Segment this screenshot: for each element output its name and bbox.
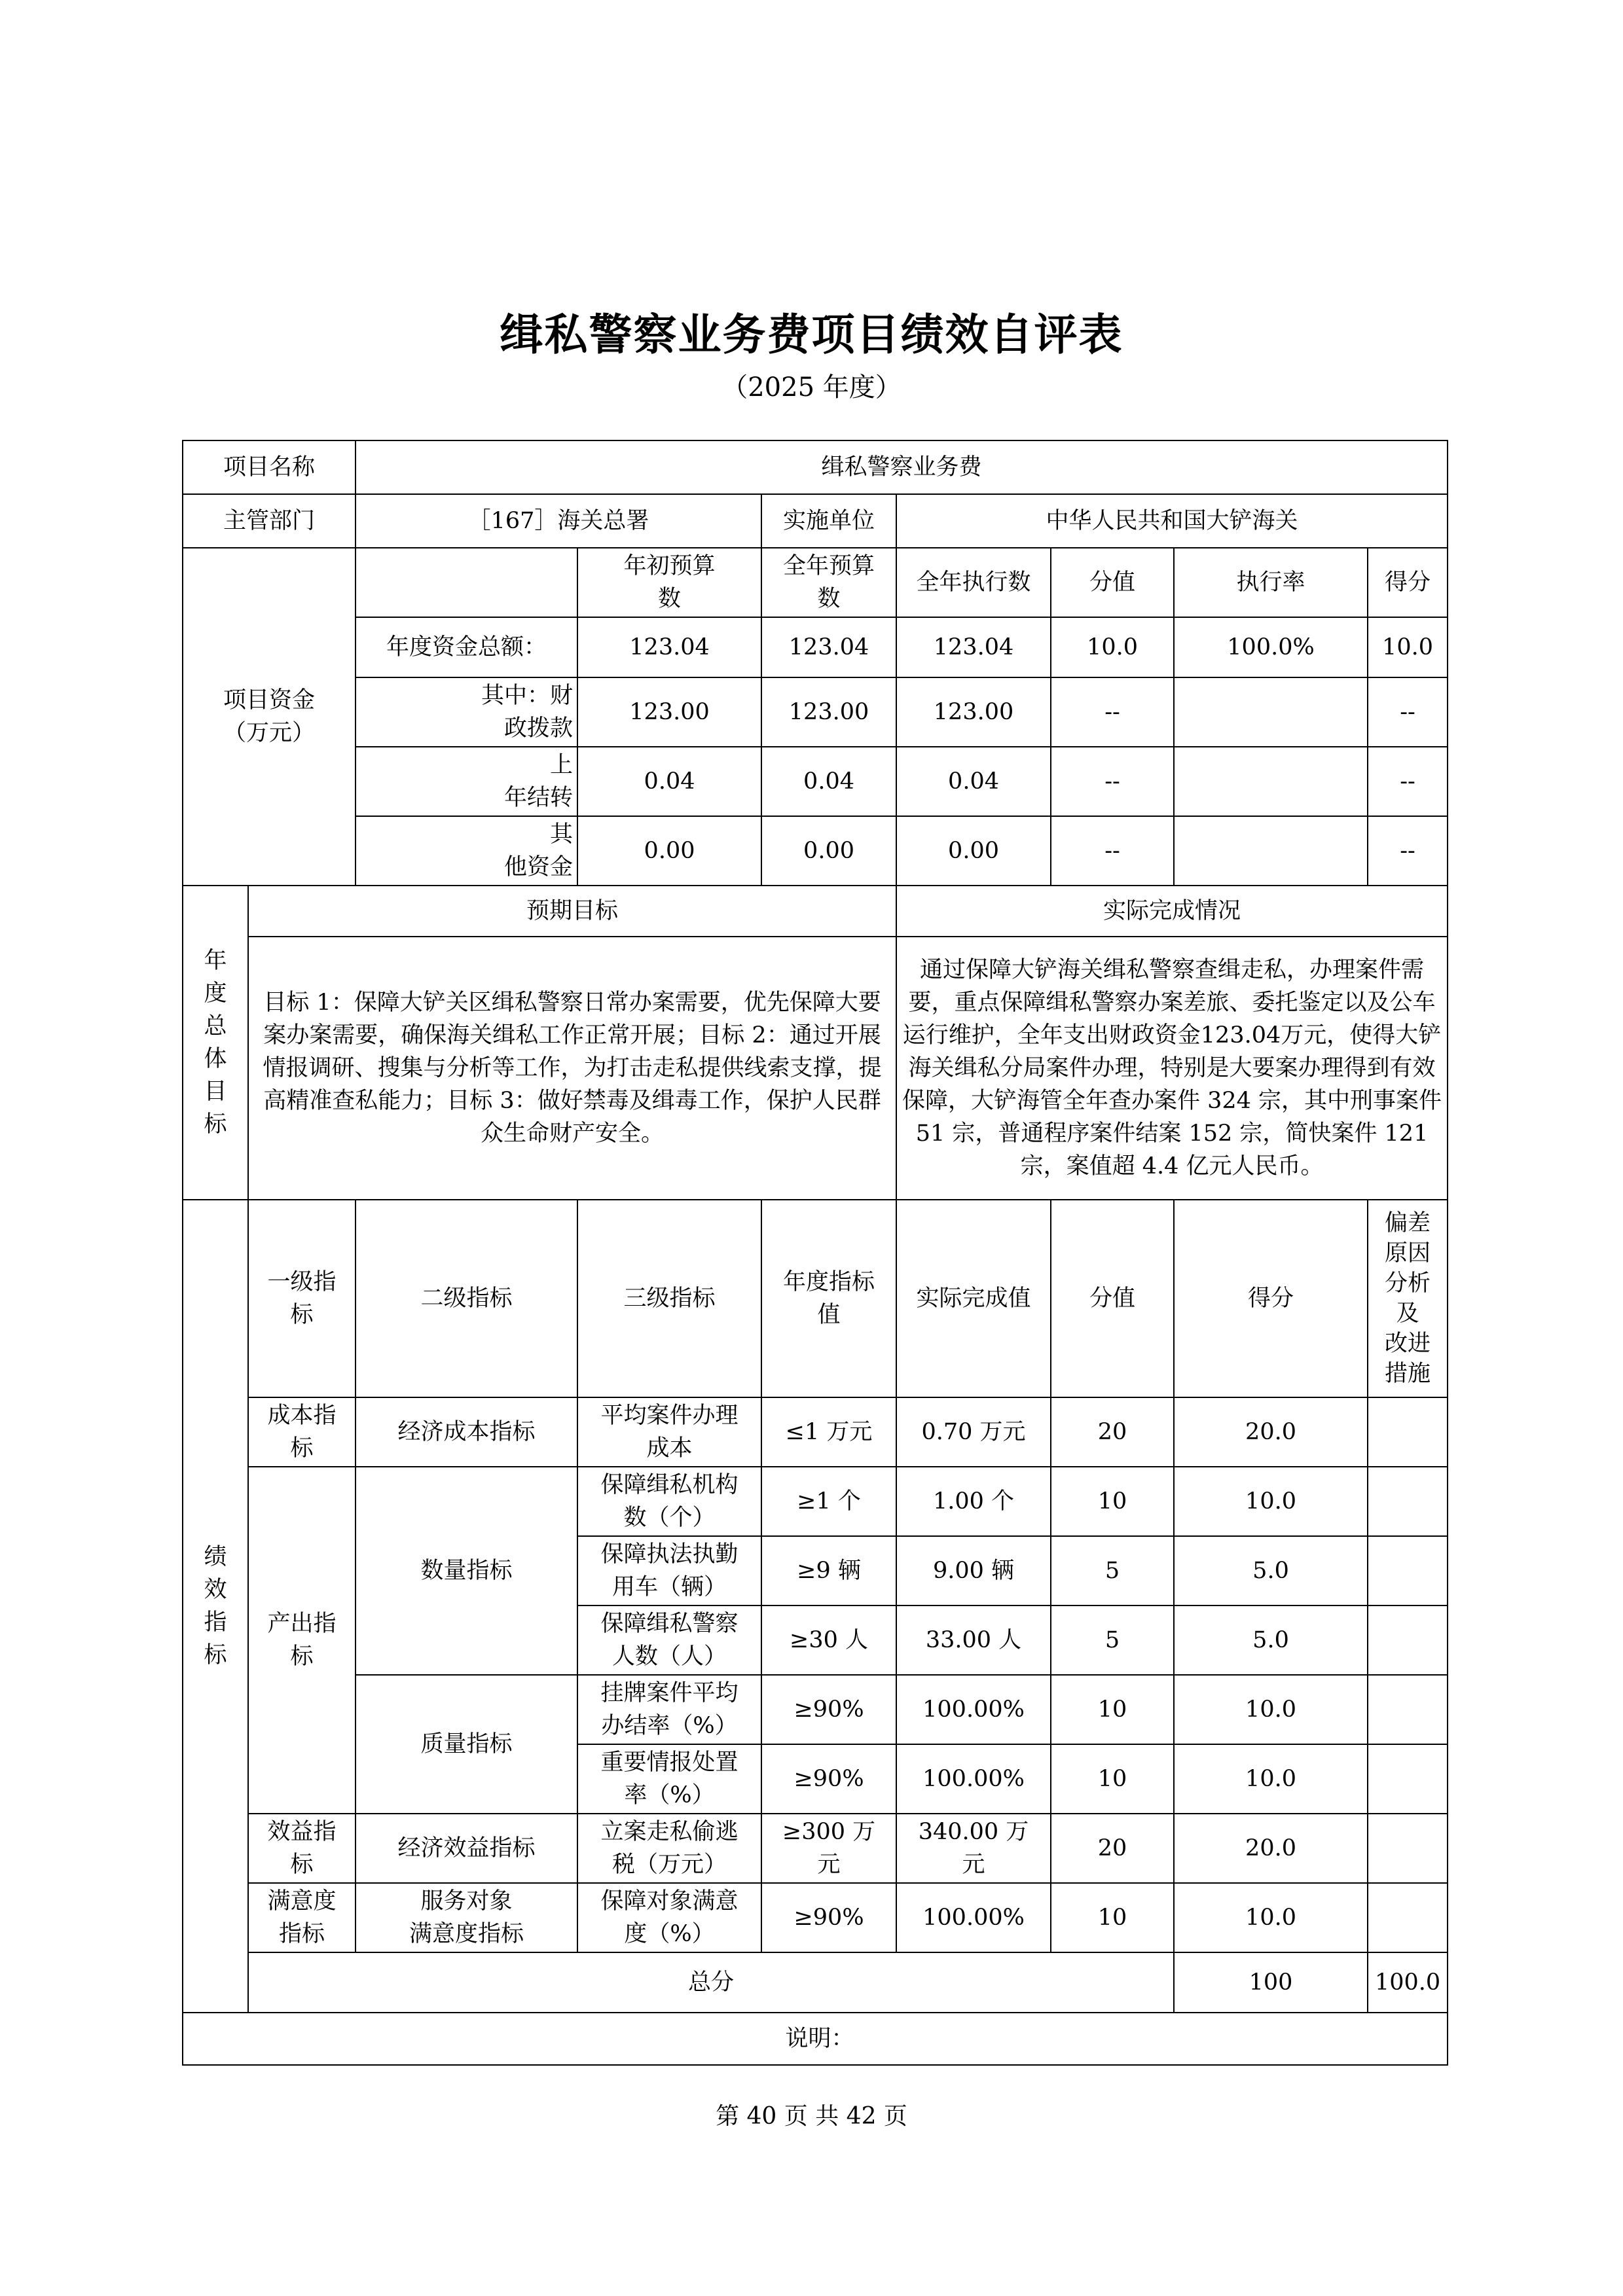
ind-row-score-value: 5: [1051, 1536, 1174, 1605]
funds-row-rate: [1174, 747, 1368, 816]
ind-header-score: 得分: [1174, 1200, 1368, 1397]
goals-expected-text: 目标 1：保障大铲关区缉私警察日常办案需要，优先保障大要案办案需要，确保海关缉私工作正常开展；目标 2：通过开展情报调研、搜集与分析等工作，为打击走私提供线索支撑，提高精准查私能力；目标 3：做好禁毒及缉毒工作，保护人民群众生命财产安全。: [248, 937, 896, 1200]
ind-row-target: ≥90%: [761, 1883, 896, 1952]
ind-row-deviation: [1368, 1883, 1448, 1952]
funds-row-annual: 123.00: [761, 677, 896, 747]
funds-header-score-value: 分值: [1051, 548, 1174, 617]
funds-row-score: --: [1368, 677, 1448, 747]
funds-row-annual: 0.00: [761, 816, 896, 886]
ind-row-score: 5.0: [1174, 1536, 1368, 1605]
goals-actual-text: 通过保障大铲海关缉私警察查缉走私，办理案件需要，重点保障缉私警察办案差旅、委托鉴定以及公车运行维护，全年支出财政资金123.04万元，使得大铲海关缉私分局案件办理，特别是大要案办理得到有效保障，大铲海管全年查办案件 324 宗，其中刑事案件 51 宗，普通程序案件结案 152 宗，简快案件 121 宗，案值超 4.4 亿元人民币。: [896, 937, 1448, 1200]
project-name-label: 项目名称: [183, 440, 356, 494]
ind-header-level2: 二级指标: [356, 1200, 577, 1397]
funds-row-label: 其 他资金: [356, 816, 577, 886]
funds-row-executed: 0.04: [896, 747, 1051, 816]
ind-header-score-value: 分值: [1051, 1200, 1174, 1397]
ind-row-deviation: [1368, 1467, 1448, 1536]
ind-row-actual: 100.00%: [896, 1675, 1051, 1744]
unit-label: 实施单位: [761, 494, 896, 548]
ind-row-name: 立案走私偷逃 税（万元）: [577, 1814, 761, 1883]
funds-row-score: 10.0: [1368, 617, 1448, 677]
ind-level1-cost: 成本指 标: [248, 1397, 356, 1467]
dept-value: ［167］海关总署: [356, 494, 761, 548]
funds-row-score-value: 10.0: [1051, 617, 1174, 677]
ind-row-deviation: [1368, 1744, 1448, 1814]
funds-row-annual: 123.04: [761, 617, 896, 677]
ind-row-deviation: [1368, 1675, 1448, 1744]
ind-row-name: 挂牌案件平均 办结率（%）: [577, 1675, 761, 1744]
funds-header-rate: 执行率: [1174, 548, 1368, 617]
funds-row-score-value: --: [1051, 677, 1174, 747]
ind-row-score-value: 10: [1051, 1744, 1174, 1814]
funds-row-executed: 123.04: [896, 617, 1051, 677]
ind-row-name: 保障对象满意 度（%）: [577, 1883, 761, 1952]
ind-row-deviation: [1368, 1397, 1448, 1467]
ind-level2-economic-cost: 经济成本指标: [356, 1397, 577, 1467]
ind-level2-quality: 质量指标: [356, 1675, 577, 1814]
ind-row-target: ≤1 万元: [761, 1397, 896, 1467]
ind-row-score-value: 5: [1051, 1605, 1174, 1675]
dept-label: 主管部门: [183, 494, 356, 548]
funds-row-executed: 0.00: [896, 816, 1051, 886]
page-title: 缉私警察业务费项目绩效自评表: [500, 310, 1123, 360]
ind-level2-economic-benefit: 经济效益指标: [356, 1814, 577, 1883]
ind-row-score-value: 10: [1051, 1883, 1174, 1952]
ind-row-target: ≥90%: [761, 1744, 896, 1814]
ind-row-name: 保障执法执勤 用车（辆）: [577, 1536, 761, 1605]
ind-row-actual: 1.00 个: [896, 1467, 1051, 1536]
funds-row-rate: [1174, 677, 1368, 747]
funds-row-initial: 123.00: [577, 677, 761, 747]
ind-header-actual: 实际完成值: [896, 1200, 1051, 1397]
ind-row-score-value: 10: [1051, 1675, 1174, 1744]
unit-value: 中华人民共和国大铲海关: [896, 494, 1448, 548]
funds-row-score: --: [1368, 747, 1448, 816]
ind-header-target: 年度指标 值: [761, 1200, 896, 1397]
funds-row-executed: 123.00: [896, 677, 1051, 747]
ind-row-score-value: 20: [1051, 1397, 1174, 1467]
funds-row-label: 年度资金总额：: [356, 617, 577, 677]
ind-row-target: ≥9 辆: [761, 1536, 896, 1605]
note-label: 说明：: [183, 2013, 1448, 2065]
project-name-value: 缉私警察业务费: [356, 440, 1448, 494]
goals-actual-header: 实际完成情况: [896, 886, 1448, 937]
page-subtitle: （2025 年度）: [721, 372, 902, 403]
funds-row-initial: 123.04: [577, 617, 761, 677]
funds-header-initial: 年初预算 数: [577, 548, 761, 617]
ind-row-actual: 100.00%: [896, 1883, 1051, 1952]
evaluation-table: [182, 440, 1448, 2066]
funds-row-score: --: [1368, 816, 1448, 886]
ind-level1-satisfaction: 满意度 指标: [248, 1883, 356, 1952]
indicators-section-label: 绩 效 指 标: [183, 1200, 248, 2013]
ind-row-name: 平均案件办理 成本: [577, 1397, 761, 1467]
ind-row-score: 10.0: [1174, 1467, 1368, 1536]
ind-level2-quantity: 数量指标: [356, 1467, 577, 1675]
ind-row-name: 保障缉私机构 数（个）: [577, 1467, 761, 1536]
funds-header-score: 得分: [1368, 548, 1448, 617]
ind-row-score: 10.0: [1174, 1883, 1368, 1952]
funds-row-score-value: --: [1051, 816, 1174, 886]
ind-header-deviation: 偏差 原因 分析 及 改进 措施: [1368, 1200, 1448, 1397]
goals-expected-header: 预期目标: [248, 886, 896, 937]
funds-header-empty: [356, 548, 577, 617]
ind-row-score: 5.0: [1174, 1605, 1368, 1675]
ind-row-name: 重要情报处置 率（%）: [577, 1744, 761, 1814]
ind-row-target: ≥1 个: [761, 1467, 896, 1536]
page-number: 第 40 页 共 42 页: [716, 2103, 907, 2130]
funds-row-rate: [1174, 816, 1368, 886]
ind-row-score: 20.0: [1174, 1814, 1368, 1883]
ind-row-name: 保障缉私警察 人数（人）: [577, 1605, 761, 1675]
ind-row-actual: 33.00 人: [896, 1605, 1051, 1675]
ind-row-target: ≥90%: [761, 1675, 896, 1744]
ind-row-score: 10.0: [1174, 1675, 1368, 1744]
ind-level1-benefit: 效益指 标: [248, 1814, 356, 1883]
ind-row-score-value: 10: [1051, 1467, 1174, 1536]
ind-row-score: 10.0: [1174, 1744, 1368, 1814]
funds-section-label: 项目资金 （万元）: [183, 548, 356, 886]
funds-row-label: 上 年结转: [356, 747, 577, 816]
ind-row-actual: 340.00 万 元: [896, 1814, 1051, 1883]
ind-row-deviation: [1368, 1814, 1448, 1883]
ind-row-deviation: [1368, 1536, 1448, 1605]
ind-row-deviation: [1368, 1605, 1448, 1675]
funds-row-score-value: --: [1051, 747, 1174, 816]
ind-row-target: ≥30 人: [761, 1605, 896, 1675]
ind-row-actual: 9.00 辆: [896, 1536, 1051, 1605]
funds-row-initial: 0.04: [577, 747, 761, 816]
ind-row-actual: 0.70 万元: [896, 1397, 1051, 1467]
funds-row-rate: 100.0%: [1174, 617, 1368, 677]
funds-row-annual: 0.04: [761, 747, 896, 816]
goals-section-label: 年 度 总 体 目 标: [183, 886, 248, 1200]
ind-level2-service-satisfaction: 服务对象 满意度指标: [356, 1883, 577, 1952]
ind-level1-output: 产出指 标: [248, 1467, 356, 1814]
ind-header-level1: 一级指 标: [248, 1200, 356, 1397]
funds-header-executed: 全年执行数: [896, 548, 1051, 617]
funds-header-annual: 全年预算 数: [761, 548, 896, 617]
total-score-value: 100: [1174, 1952, 1368, 2013]
ind-row-score-value: 20: [1051, 1814, 1174, 1883]
total-score: 100.0: [1368, 1952, 1448, 2013]
funds-row-initial: 0.00: [577, 816, 761, 886]
funds-row-label: 其中：财 政拨款: [356, 677, 577, 747]
ind-row-actual: 100.00%: [896, 1744, 1051, 1814]
ind-row-target: ≥300 万 元: [761, 1814, 896, 1883]
ind-row-score: 20.0: [1174, 1397, 1368, 1467]
total-label: 总分: [248, 1952, 1174, 2013]
ind-header-level3: 三级指标: [577, 1200, 761, 1397]
